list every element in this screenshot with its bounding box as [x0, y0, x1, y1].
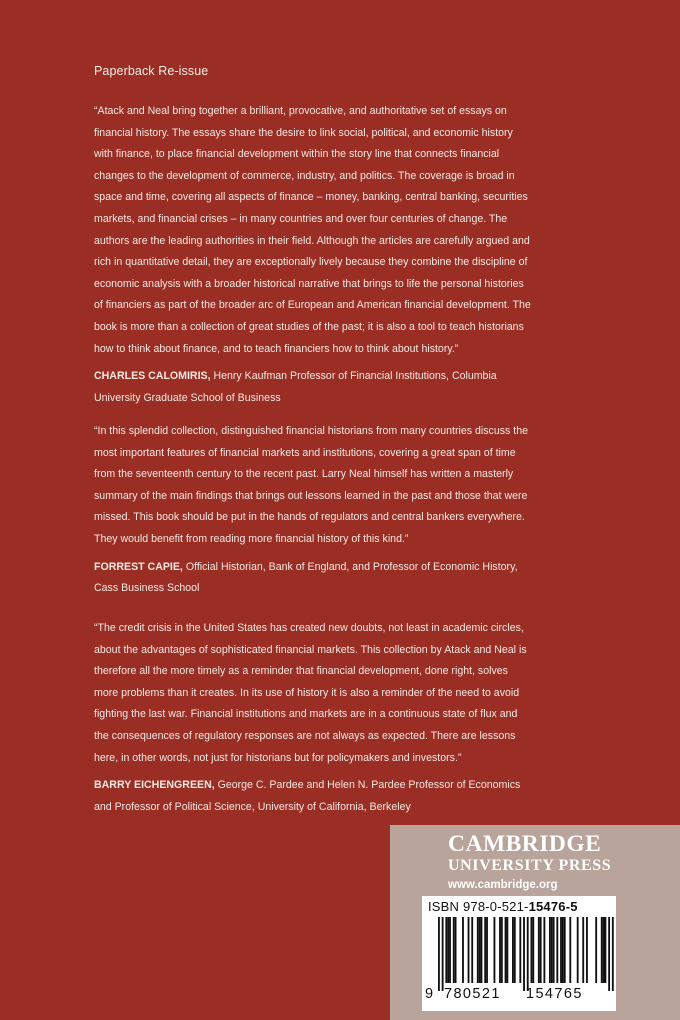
endorser-name: CHARLES CALOMIRIS, — [94, 370, 211, 383]
endorsement-attribution — [94, 557, 534, 600]
barcode-bar — [538, 917, 540, 983]
barcode-bar — [527, 917, 529, 991]
barcode-bar — [484, 917, 486, 983]
barcode-bar — [438, 917, 440, 991]
isbn-prefix: ISBN 978-0-521- — [428, 899, 529, 914]
barcode-bar — [455, 917, 457, 983]
barcode-bar — [471, 917, 473, 983]
barcode-bar — [601, 917, 603, 983]
barcode-bar — [531, 917, 533, 983]
barcode-bar — [595, 917, 597, 983]
endorser-name: BARRY EICHENGREEN, — [94, 779, 215, 792]
barcode-bar — [501, 917, 503, 983]
barcode-bar — [560, 917, 562, 983]
barcode-bar — [564, 917, 566, 983]
endorser-affiliation: Official Historian, Bank of England, and Professor of Economic History, Cass Business School — [94, 560, 518, 595]
barcode-bar — [603, 917, 605, 983]
barcode-digit-lead: 9 — [425, 986, 434, 1002]
barcode-digits-left: 780521 — [444, 986, 501, 1002]
barcode-bar — [499, 917, 501, 983]
publisher-logo-name: CAMBRIDGE — [448, 831, 602, 857]
barcode-bar — [505, 917, 507, 983]
endorsement-eichengreen — [94, 618, 534, 818]
barcode-bar — [506, 917, 508, 983]
endorsement-attribution — [94, 366, 534, 409]
publisher-website-link[interactable]: www.cambridge.org — [448, 879, 558, 891]
publisher-panel — [390, 825, 680, 1020]
barcode-bar — [445, 917, 447, 983]
barcode-bar — [551, 917, 553, 983]
endorsement-quote: “The credit crisis in the United States has created new doubts, not least in academic circles, about the advantages of sophisticated financial markets. This collection by Atack and Neal is therefore all the more timely as a reminder that financial development, done right, solves more problems than it creates. In its use of history it is also a reminder of the need to avoid fighting the last war. Financial institutions and markets are in a continuous state of flux and the consequences of regulatory responses are not always as expected. There are lessons here, in other words, not just for historians but for policymakers and investors.” — [94, 622, 527, 764]
barcode-bar — [577, 917, 579, 983]
barcode-bar — [477, 917, 479, 983]
barcode-bar — [512, 917, 514, 983]
barcode-bar — [514, 917, 516, 983]
isbn-barcode — [422, 896, 616, 1011]
barcode-bar — [605, 917, 607, 983]
barcode-digits-right: 154765 — [526, 986, 583, 1002]
isbn-suffix: 15476-5 — [528, 899, 578, 914]
barcode-bar — [543, 917, 545, 983]
barcode-bar — [519, 917, 521, 983]
edition-label: Paperback Re-issue — [94, 64, 209, 78]
barcode-bar — [523, 917, 525, 991]
barcode-bar — [586, 917, 588, 983]
endorsement-attribution — [94, 775, 534, 818]
endorsement-quote: “In this splendid collection, distinguished financial historians from many countries discuss the most important features of financial markets and institutions, covering a great span of time from the seventeenth century to the recent past. Larry Neal himself has written a masterly summary of the main findings that brings out lessons learned in the past and those that were missed. This book should be put in the hands of regulators and central bankers everywhere. They would benefit from reading more financial history of this kind.” — [94, 425, 528, 545]
barcode-bar — [532, 917, 534, 983]
endorsement-quote: “Atack and Neal bring together a brilliant, provocative, and authoritative set of essays on financial history. The essays share the desire to link social, political, and economic history with finance, to place financial development within the story line that connects financial changes to the development of commerce, industry, and politics. The coverage is broad in space and time, covering all aspects of finance – money, banking, central banking, securities markets, and financial crises – in many countries and over four centuries of change. The authors are the leading authorities in their field. Although the articles are carefully argued and rich in quantitative detail, they are exceptionally lively because they combine the discipline of economic analysis with a broader historical narrative that brings to life the personal histories of financiers as part of the broader arc of European and American financial development. The book is more than a collection of great studies of the past; it is also a tool to teach historians how to think about finance, and to teach financiers how to think about history.” — [94, 105, 531, 355]
barcode-bar — [553, 917, 555, 983]
endorsement-calomiris — [94, 101, 534, 409]
barcode-bar — [479, 917, 481, 983]
endorser-name: FORREST CAPIE, — [94, 560, 183, 573]
endorser-affiliation: George C. Pardee and Helen N. Pardee Professor of Economics and Professor of Political Science, University of California, Berkeley — [94, 779, 521, 813]
barcode-bar — [453, 917, 455, 983]
barcode-bar — [556, 917, 558, 983]
endorser-affiliation: Henry Kaufman Professor of Financial Institutions, Columbia University Graduate School of Business — [94, 370, 497, 404]
endorsement-capie — [94, 421, 534, 600]
barcode-bar — [612, 917, 614, 991]
barcode-bar — [447, 917, 449, 983]
barcode-bar — [582, 917, 584, 983]
publisher-logo-subtitle: UNIVERSITY PRESS — [448, 857, 612, 874]
barcode-bar — [462, 917, 464, 983]
barcode-bar — [442, 917, 444, 991]
barcode-bar — [449, 917, 451, 983]
barcode-bar — [608, 917, 610, 991]
barcode-bar — [468, 917, 470, 983]
barcode-bar — [562, 917, 564, 983]
barcode-bar — [481, 917, 483, 983]
barcode-bar — [569, 917, 571, 983]
barcode-bar — [549, 917, 551, 983]
barcode-bar — [540, 917, 542, 983]
barcode-bar — [494, 917, 496, 983]
barcode-bar — [486, 917, 488, 983]
